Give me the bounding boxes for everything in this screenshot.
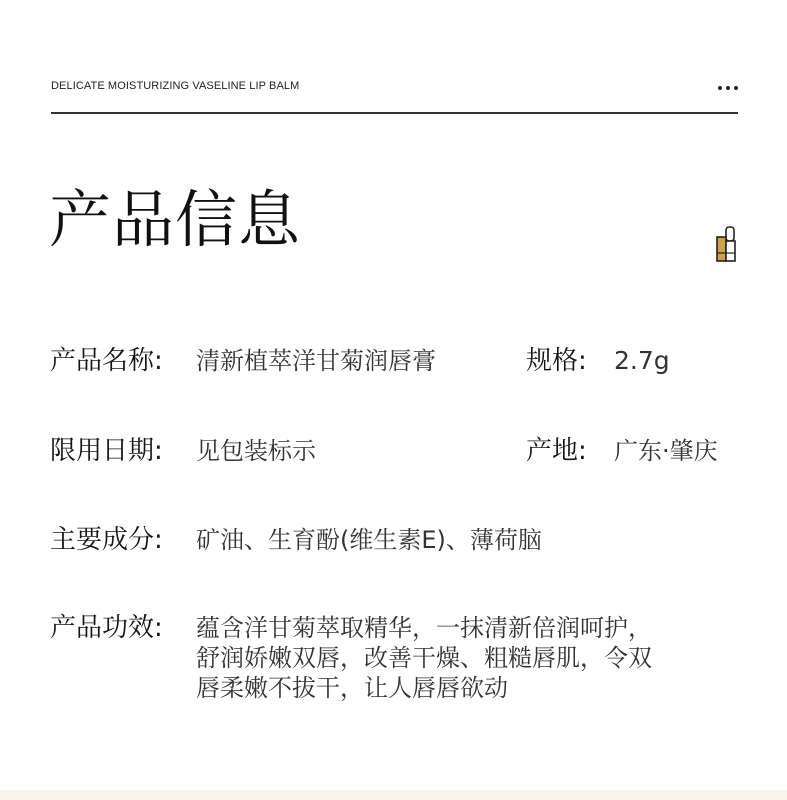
ingredients-row — [50, 525, 163, 555]
shelf-life-value: 见包装标示 — [196, 437, 316, 465]
shelf-life-label: 限用日期: — [50, 436, 163, 466]
ingredients-value-row — [196, 525, 542, 555]
ingredients-label: 主要成分: — [50, 525, 163, 555]
efficacy-line: 蕴含洋甘菊萃取精华，一抹清新倍润呵护， — [196, 614, 652, 642]
efficacy-line: 舒润娇嫩双唇，改善干燥、粗糙唇肌，令双 — [196, 644, 652, 672]
spec-value-row — [614, 346, 670, 376]
origin-value: 广东·肇庆 — [614, 437, 718, 465]
shelf-life-value-row — [196, 436, 316, 466]
origin-label: 产地: — [526, 436, 587, 466]
spec-label: 规格: — [526, 346, 587, 376]
efficacy-value — [196, 613, 736, 703]
efficacy-line: 唇柔嫩不拔干，让人唇唇欲动 — [196, 674, 508, 702]
efficacy-row — [50, 613, 163, 643]
header-divider — [51, 112, 738, 114]
spec-value: 2.7g — [614, 346, 670, 375]
shelf-life-row — [50, 436, 163, 466]
header-title: DELICATE MOISTURIZING VASELINE LIP BALM — [51, 80, 300, 92]
more-dot — [734, 86, 738, 90]
product-name-value: 清新植萃洋甘菊润唇膏 — [196, 347, 436, 375]
spec-row — [526, 346, 587, 376]
product-name-value-row — [196, 346, 436, 376]
page-title: 产品信息 — [49, 183, 302, 256]
origin-value-row — [614, 436, 718, 466]
product-name-label: 产品名称: — [50, 346, 163, 376]
efficacy-label: 产品功效: — [50, 613, 163, 643]
more-dots-icon[interactable] — [718, 86, 738, 90]
more-dot — [718, 86, 722, 90]
origin-row — [526, 436, 587, 466]
more-dot — [726, 86, 730, 90]
ingredients-value: 矿油、生育酚(维生素E)、薄荷脑 — [196, 526, 542, 554]
lip-balm-icon — [714, 225, 738, 263]
bottom-strip — [0, 790, 787, 800]
product-name-row — [50, 346, 163, 376]
